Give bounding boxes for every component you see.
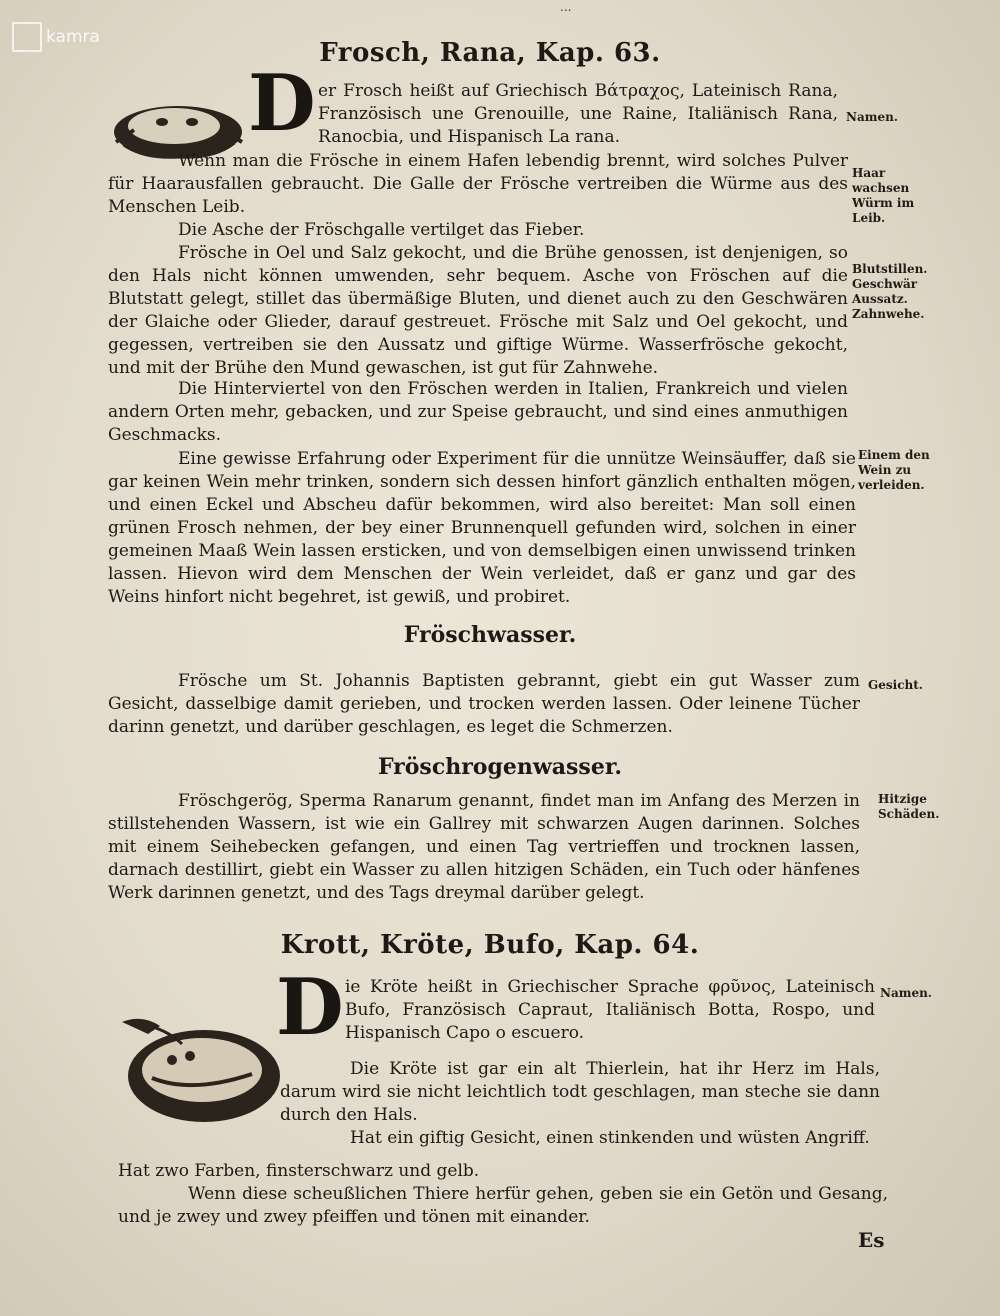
chapter-63-para-2: Die Asche der Fröschgalle vertilget das Fieber.: [178, 220, 585, 240]
chapter-64-para-1: Die Kröte ist gar ein alt Thierlein, hat ihr Herz im Hals, darum wird sie nicht leichtlich todt geschlagen, man steche sie dann durch den Hals.: [280, 1059, 880, 1125]
margin-note-blut: Blutstillen. Geschwär Aussatz. Zahnwehe.: [852, 262, 928, 321]
margin-note-haar: Haar wachsen Würm im Leib.: [852, 166, 915, 225]
margin-note-namen-63: Namen.: [846, 110, 898, 124]
chapter-63-dropcap: D: [248, 58, 316, 149]
chapter-64-para-4: Wenn diese scheußlichen Thiere herfür gehen, geben sie ein Getön und Gesang, und je zwey und zwey pfeiffen und tönen mit einander.: [118, 1184, 888, 1227]
chapter-64-para-2: Hat ein giftig Gesicht, einen stinkenden und wüsten Angriff.: [350, 1128, 870, 1148]
watermark-text: kamra: [46, 27, 100, 47]
margin-note-namen-64: Namen.: [880, 986, 932, 1000]
catchword: Es: [858, 1228, 885, 1252]
margin-note-wein: Einem den Wein zu verleiden.: [858, 448, 930, 492]
section-froschwasser-title: Fröschwasser.: [403, 622, 577, 648]
watermark: [12, 22, 100, 52]
margin-note-gesicht: Gesicht.: [868, 678, 923, 692]
chapter-64-dropcap: D: [276, 962, 344, 1053]
chapter-63-intro: [318, 80, 838, 149]
chapter-63-para-4: Die Hinterviertel von den Fröschen werden in Italien, Frankreich und vielen andern Orten mehr, gebacken, und zur Speise gebraucht, und sind eines anmuthigen Geschmacks.: [108, 379, 848, 445]
top-cut-text: ...: [560, 0, 572, 14]
chapter-63-para-4-block: [108, 378, 848, 447]
section-froschwasser-body: [108, 670, 860, 739]
chapter-64-body-end: [118, 1160, 888, 1229]
chapter-64-intro: [345, 976, 875, 1045]
chapter-63-para-5-block: [108, 448, 856, 609]
froschrogenwasser-text: Fröschgerög, Sperma Ranarum genannt, findet man im Anfang des Merzen in stillstehenden Wassern, ist wie ein Gallrey mit schwarzen Augen darinnen. Solches mit einem Seihebecken gefangen, und einen Tag vertrieffen und trocknen lassen, darnach destillirt, giebt ein Wasser zu allen hitzigen Schäden, ein Tuch oder hänfenes Werk darinnen genetzt, und des Tags dreymal darüber gelegt.: [108, 791, 860, 903]
chapter-63-para-5: Eine gewisse Erfahrung oder Experiment für die unnütze Weinsäuffer, daß sie gar keinen Wein mehr trinken, sondern sich dessen hinfort gänzlich enthalten mögen, und einen Eckel und Abscheu dafür bekommen, wird also bereitet: Man soll einen grünen Frosch nehmen, der bey einer Brunnenquell gefunden wird, solchen in einer gemeinen Maaß Wein lassen ersticken, und von demselbigen einen unwissend trinken lassen. Hievon wird dem Menschen der Wein verleidet, daß er ganz und gar des Weins hinfort nicht begehret, ist gewiß, und probiret.: [108, 449, 856, 607]
section-froschrogenwasser-body: [108, 790, 860, 905]
section-froschrogenwasser-title: Fröschrogenwasser.: [377, 754, 623, 780]
chapter-64-para-3: Hat zwo Farben, finsterschwarz und gelb.: [118, 1161, 480, 1181]
chapter-64-intro-text: ie Kröte heißt in Griechischer Sprache φρῦνος, Lateinisch Bufo, Französisch Capraut, Italiänisch Botta, Rospo, und Hispanisch Capo o escuero.: [345, 977, 875, 1043]
margin-note-hitzige: Hitzige Schäden.: [878, 792, 940, 821]
chapter-64-title: Krott, Kröte, Bufo, Kap. 64.: [280, 930, 700, 960]
froschwasser-text: Frösche um St. Johannis Baptisten gebrannt, giebt ein gut Wasser zum Gesicht, dasselbige damit gerieben, und trocken werden lassen. Oder leinene Tücher darinn genetzt, und darüber geschlagen, es leget die Schmerzen.: [108, 671, 860, 737]
chapter-63-para-3: Frösche in Oel und Salz gekocht, und die Brühe genossen, ist denjenigen, so den Hals nicht können umwenden, sehr bequem. Asche von Fröschen auf die Blutstatt gelegt, stillet das übermäßige Bluten, und dienet auch zu den Geschwären der Glaiche oder Glieder, darauf gestreuet. Frösche mit Salz und Oel gekocht, und gegessen, vertreiben sie den Aussatz und giftige Würme. Wasserfrösche gekocht, und mit der Brühe den Mund gewaschen, ist gut für Zahnwehe.: [108, 243, 848, 378]
chapter-63-body: [108, 150, 848, 380]
toad-woodcut-illustration: [112, 1004, 284, 1126]
chapter-64-body: [280, 1058, 880, 1150]
chapter-63-intro-text: er Frosch heißt auf Griechisch Βάτραχος, Lateinisch Rana, Französisch une Grenouille, une Raine, Italiänisch Rana, Ranocbia, und Hispanisch La rana.: [318, 81, 838, 147]
chapter-63-title: Frosch, Rana, Kap. 63.: [319, 38, 661, 68]
watermark-logo-icon: [12, 22, 42, 52]
chapter-63-para-1: Wenn man die Frösche in einem Hafen lebendig brennt, wird solches Pulver für Haarausfallen gebraucht. Die Galle der Frösche vertreiben die Würme aus des Menschen Leib.: [108, 151, 848, 217]
